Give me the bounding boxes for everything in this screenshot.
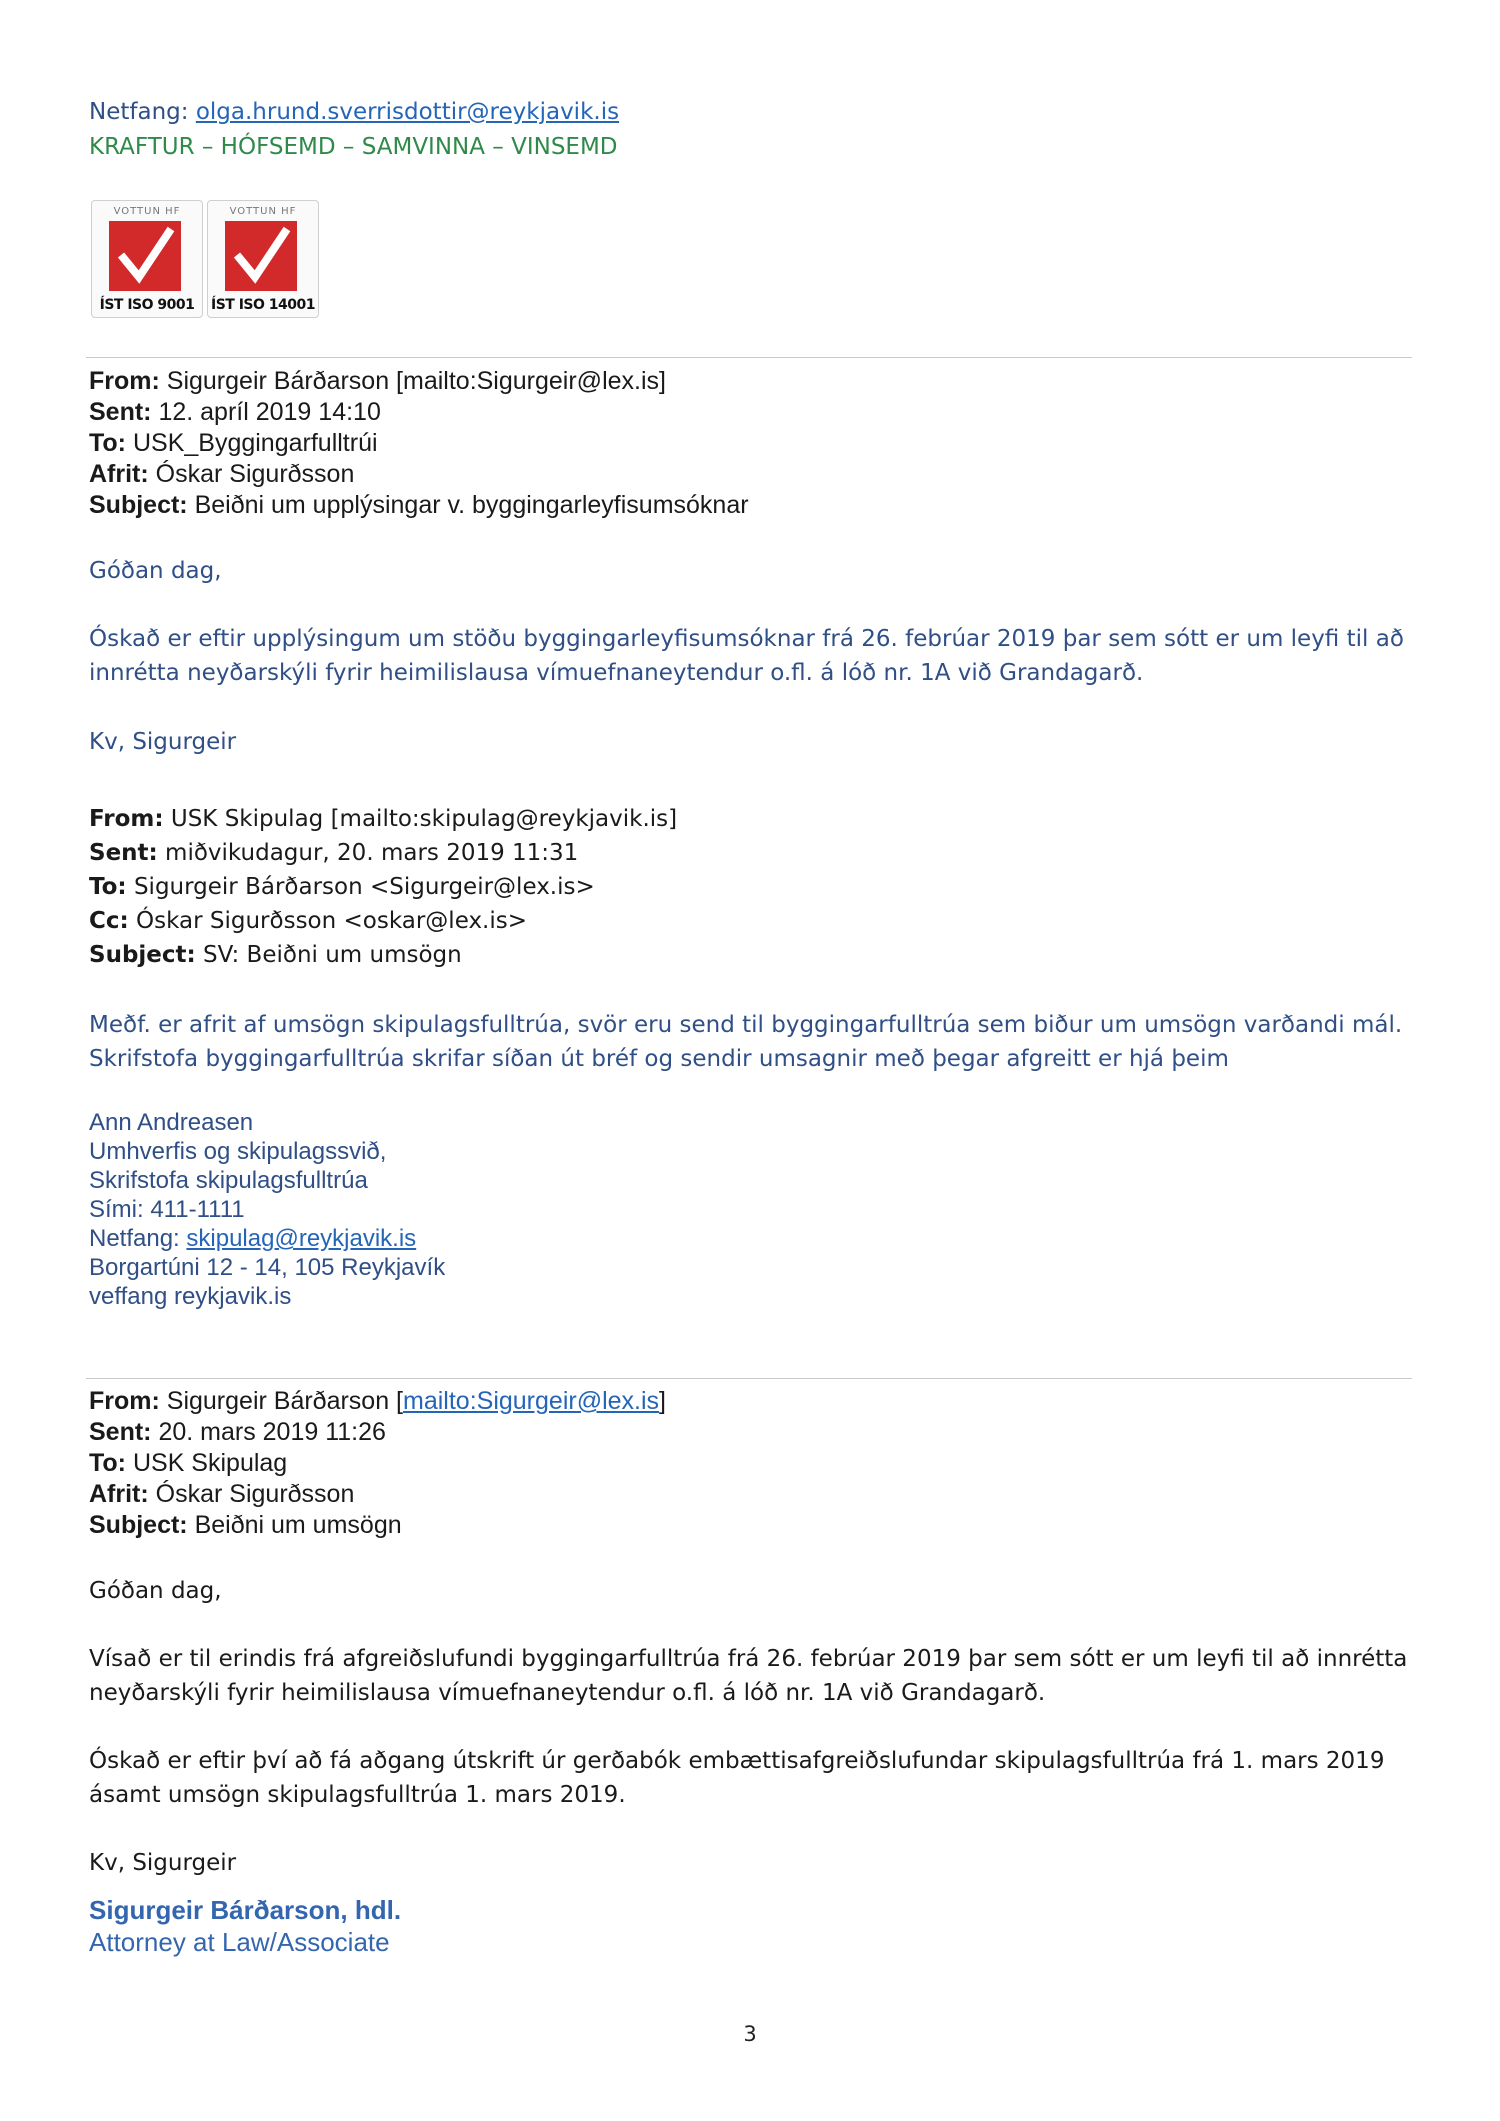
email3-header — [89, 1386, 666, 1541]
email3-body-line: neyðarskýli fyrir heimilislausa vímuefnaneytendur o.fl. á lóð nr. 1A við Grandagarð. — [89, 1680, 1046, 1706]
email1-subject: Subject: Beiðni um upplýsingar v. byggingarleyfisumsóknar — [89, 491, 749, 519]
email2-subject: Subject: SV: Beiðni um umsögn — [89, 942, 462, 968]
email3-signoff: Kv, Sigurgeir — [89, 1850, 237, 1876]
checkmark-icon — [225, 221, 297, 291]
email2-from: From: USK Skipulag [mailto:skipulag@reykjavik.is] — [89, 806, 678, 832]
email3-greeting: Góðan dag, — [89, 1578, 222, 1604]
email3-afrit: Afrit: Óskar Sigurðsson — [89, 1480, 355, 1508]
logo-standard: ÍST ISO 14001 — [211, 297, 315, 313]
logo-standard: ÍST ISO 9001 — [99, 297, 195, 313]
email3-sent: Sent: 20. mars 2019 11:26 — [89, 1418, 386, 1446]
divider — [86, 357, 1412, 358]
email2-body-line: Skrifstofa byggingarfulltrúa skrifar síðan út bréf og sendir umsagnir með þegar afgreitt er hjá þeim — [89, 1046, 1229, 1072]
logo-certifier: VOTTUN HF — [113, 206, 181, 217]
email3-from-link[interactable]: mailto:Sigurgeir@lex.is — [403, 1387, 660, 1415]
signature-department: Umhverfis og skipulagssvið, — [89, 1138, 387, 1165]
email3-signature-name: Sigurgeir Bárðarson, hdl. — [89, 1895, 402, 1925]
signature-name: Ann Andreasen — [89, 1109, 254, 1136]
header-email-line — [89, 95, 619, 129]
email3-body-line: Vísað er til erindis frá afgreiðslufundi byggingarfulltrúa frá 26. febrúar 2019 þar sem sótt er um leyfi til að innrétta — [89, 1646, 1408, 1672]
signature-address: Borgartúni 12 - 14, 105 Reykjavík — [89, 1254, 446, 1281]
email2-to: To: Sigurgeir Bárðarson <Sigurgeir@lex.is> — [89, 874, 595, 900]
email1-afrit: Afrit: Óskar Sigurðsson — [89, 460, 355, 488]
email1-greeting: Góðan dag, — [89, 558, 222, 584]
signature-email-link[interactable]: skipulag@reykjavik.is — [186, 1225, 417, 1252]
logo-certifier: VOTTUN HF — [229, 206, 297, 217]
signature-office: Skrifstofa skipulagsfulltrúa — [89, 1167, 368, 1194]
signature-web: veffang reykjavik.is — [89, 1283, 292, 1310]
email3-signature-title: Attorney at Law/Associate — [89, 1927, 390, 1957]
email3-body-line: Óskað er eftir því að fá aðgang útskrift úr gerðabók embættisafgreiðslufundar skipulagsfulltrúa frá 1. mars 2019 — [89, 1748, 1385, 1774]
email1-body-line: Óskað er eftir upplýsingum um stöðu byggingarleyfisumsóknar frá 26. febrúar 2019 þar sem sótt er um leyfi til að — [89, 626, 1404, 652]
signature-email-line: Netfang: skipulag@reykjavik.is — [89, 1225, 417, 1252]
company-values: KRAFTUR – HÓFSEMD – SAMVINNA – VINSEMD — [89, 134, 618, 160]
email2-sent: Sent: miðvikudagur, 20. mars 2019 11:31 — [89, 840, 579, 866]
email1-signoff: Kv, Sigurgeir — [89, 729, 237, 755]
email2-body-line: Meðf. er afrit af umsögn skipulagsfulltrúa, svör eru send til byggingarfulltrúa sem biður um umsögn varðandi mál. — [89, 1012, 1403, 1038]
iso-9001-logo — [91, 200, 203, 318]
divider — [86, 1378, 1412, 1379]
email1-sent: Sent: 12. apríl 2019 14:10 — [89, 398, 381, 426]
email1-from: From: Sigurgeir Bárðarson [mailto:Sigurgeir@lex.is] — [89, 367, 666, 395]
checkmark-icon — [109, 221, 181, 291]
email1-to: To: USK_Byggingarfulltrúi — [89, 429, 378, 457]
header-email-label: Netfang: — [89, 99, 196, 125]
email3-from: From: Sigurgeir Bárðarson [mailto:Sigurgeir@lex.is] — [89, 1387, 666, 1415]
email3-to: To: USK Skipulag — [89, 1449, 288, 1477]
iso-14001-logo — [207, 200, 319, 318]
email2-cc: Cc: Óskar Sigurðsson <oskar@lex.is> — [89, 908, 528, 934]
email1-header — [89, 366, 749, 521]
header-email-link[interactable]: olga.hrund.sverrisdottir@reykjavik.is — [195, 99, 620, 125]
email2-header — [89, 802, 677, 972]
email1-body-line: innrétta neyðarskýli fyrir heimilislausa vímuefnaneytendur o.fl. á lóð nr. 1A við Grandagarð. — [89, 660, 1144, 686]
email3-subject: Subject: Beiðni um umsögn — [89, 1511, 402, 1539]
email2-signature — [89, 1108, 445, 1311]
email3-body-line: ásamt umsögn skipulagsfulltrúa 1. mars 2019. — [89, 1782, 626, 1808]
signature-phone: Sími: 411-1111 — [89, 1196, 245, 1223]
page-number: 3 — [743, 2022, 757, 2046]
